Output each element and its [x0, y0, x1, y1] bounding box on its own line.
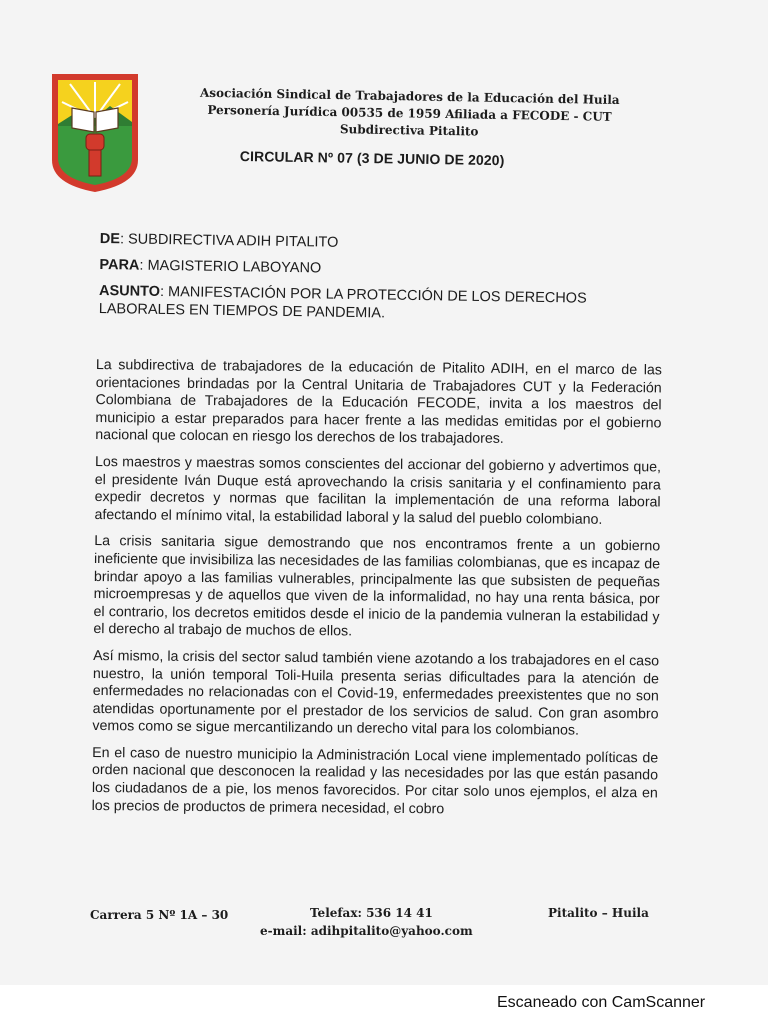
meta-asunto [99, 282, 659, 327]
meta-de [100, 230, 660, 257]
de-value: : SUBDIRECTIVA ADIH PITALITO [119, 231, 339, 251]
para-value: : MAGISTERIO LABOYANO [139, 257, 322, 277]
footer-address: Carrera 5 Nº 1A – 30 [90, 908, 229, 922]
footer-email: e-mail: adihpitalito@yahoo.com [260, 924, 473, 938]
letter-footer [90, 904, 670, 944]
letter-body [92, 357, 662, 830]
organization-header [159, 84, 660, 144]
body-paragraph-4: Así mismo, la crisis del sector salud también viene azotando a los trabajadores en el caso nuestro, la unión temporal Toli-Huila presenta serias dificultades para la atención de enfermedades no relacionadas con el Covid-19, enfermedades preexistentes que no son atendidas oportunamente por el prestador de los servicios de salud. Con gran asombro vemos como se sigue mercantilizando un derecho vital para los colombianos. [92, 647, 660, 739]
body-paragraph-1: La subdirectiva de trabajadores de la educación de Pitalito ADIH, en el marco de las orientaciones brindadas por la Central Unitaria de Trabajadores CUT y la Federación Colombiana de Trabajadores de la Educación FECODE, invita a los maestros del municipio a estar preparados para hacer frente a las medidas emitidas por el gobierno nacional que colocan en riesgo los derechos de los trabajadores. [95, 357, 662, 448]
para-label: PARA [99, 256, 140, 274]
de-label: DE [99, 230, 121, 248]
meta-para [99, 256, 659, 283]
body-paragraph-2: Los maestros y maestras somos conscientes del accionar del gobierno y advertimos que, el presidente Iván Duque está aprovechando la crisis sanitaria y el confinamiento para expedir decretos y normas que facilitan la implementación de una reforma laboral afectando el mínimo vital, la estabilidad laboral y la salud del pueblo colombiano. [94, 453, 662, 528]
footer-city: Pitalito – Huila [548, 906, 649, 920]
header-line-2: Personería Jurídica 00535 de 1959 Afiliada a FECODE - CUT [207, 102, 612, 124]
body-paragraph-5: En el caso de nuestro municipio la Administración Local viene implementado políticas de orden nacional que desconocen la realidad y las necesidades por las que están pasando los ciudadanos de a pie, los menos favorecidos. Por citar solo unos ejemplos, el alza en los precios de productos de primera necesidad, el cobro [91, 744, 659, 818]
memo-meta [98, 230, 659, 335]
circular-title: CIRCULAR Nº 07 (3 DE JUNIO DE 2020) [239, 148, 505, 169]
asunto-label: ASUNTO [98, 282, 161, 300]
header-line-3: Subdirectiva Pitalito [339, 122, 479, 139]
header-line-1: Asociación Sindical de Trabajadores de la Educación del Huila [199, 85, 620, 108]
camscanner-watermark: Escaneado con CamScanner [497, 994, 706, 1011]
union-logo-icon [50, 72, 140, 194]
footer-telefax: Telefax: 536 14 41 [310, 906, 433, 920]
asunto-value: : MANIFESTACIÓN POR LA PROTECCIÓN DE LOS DERECHOS LABORALES EN TIEMPOS DE PANDEMIA. [98, 283, 587, 322]
body-paragraph-3: La crisis sanitaria sigue demostrando que nos encontramos frente a un gobierno ineficiente que invisibiliza las necesidades de las familias colombianas, que es incapaz de brindar apoyo a las familias vulnerables, principalmente las que subsisten de pequeñas microempresas y de aquellos que viven de la informalidad, no hay una renta básica, por el contrario, los decretos emitidos desde el inicio de la pandemia vulneran la estabilidad y el derecho al trabajo de muchos de ellos. [93, 533, 661, 640]
